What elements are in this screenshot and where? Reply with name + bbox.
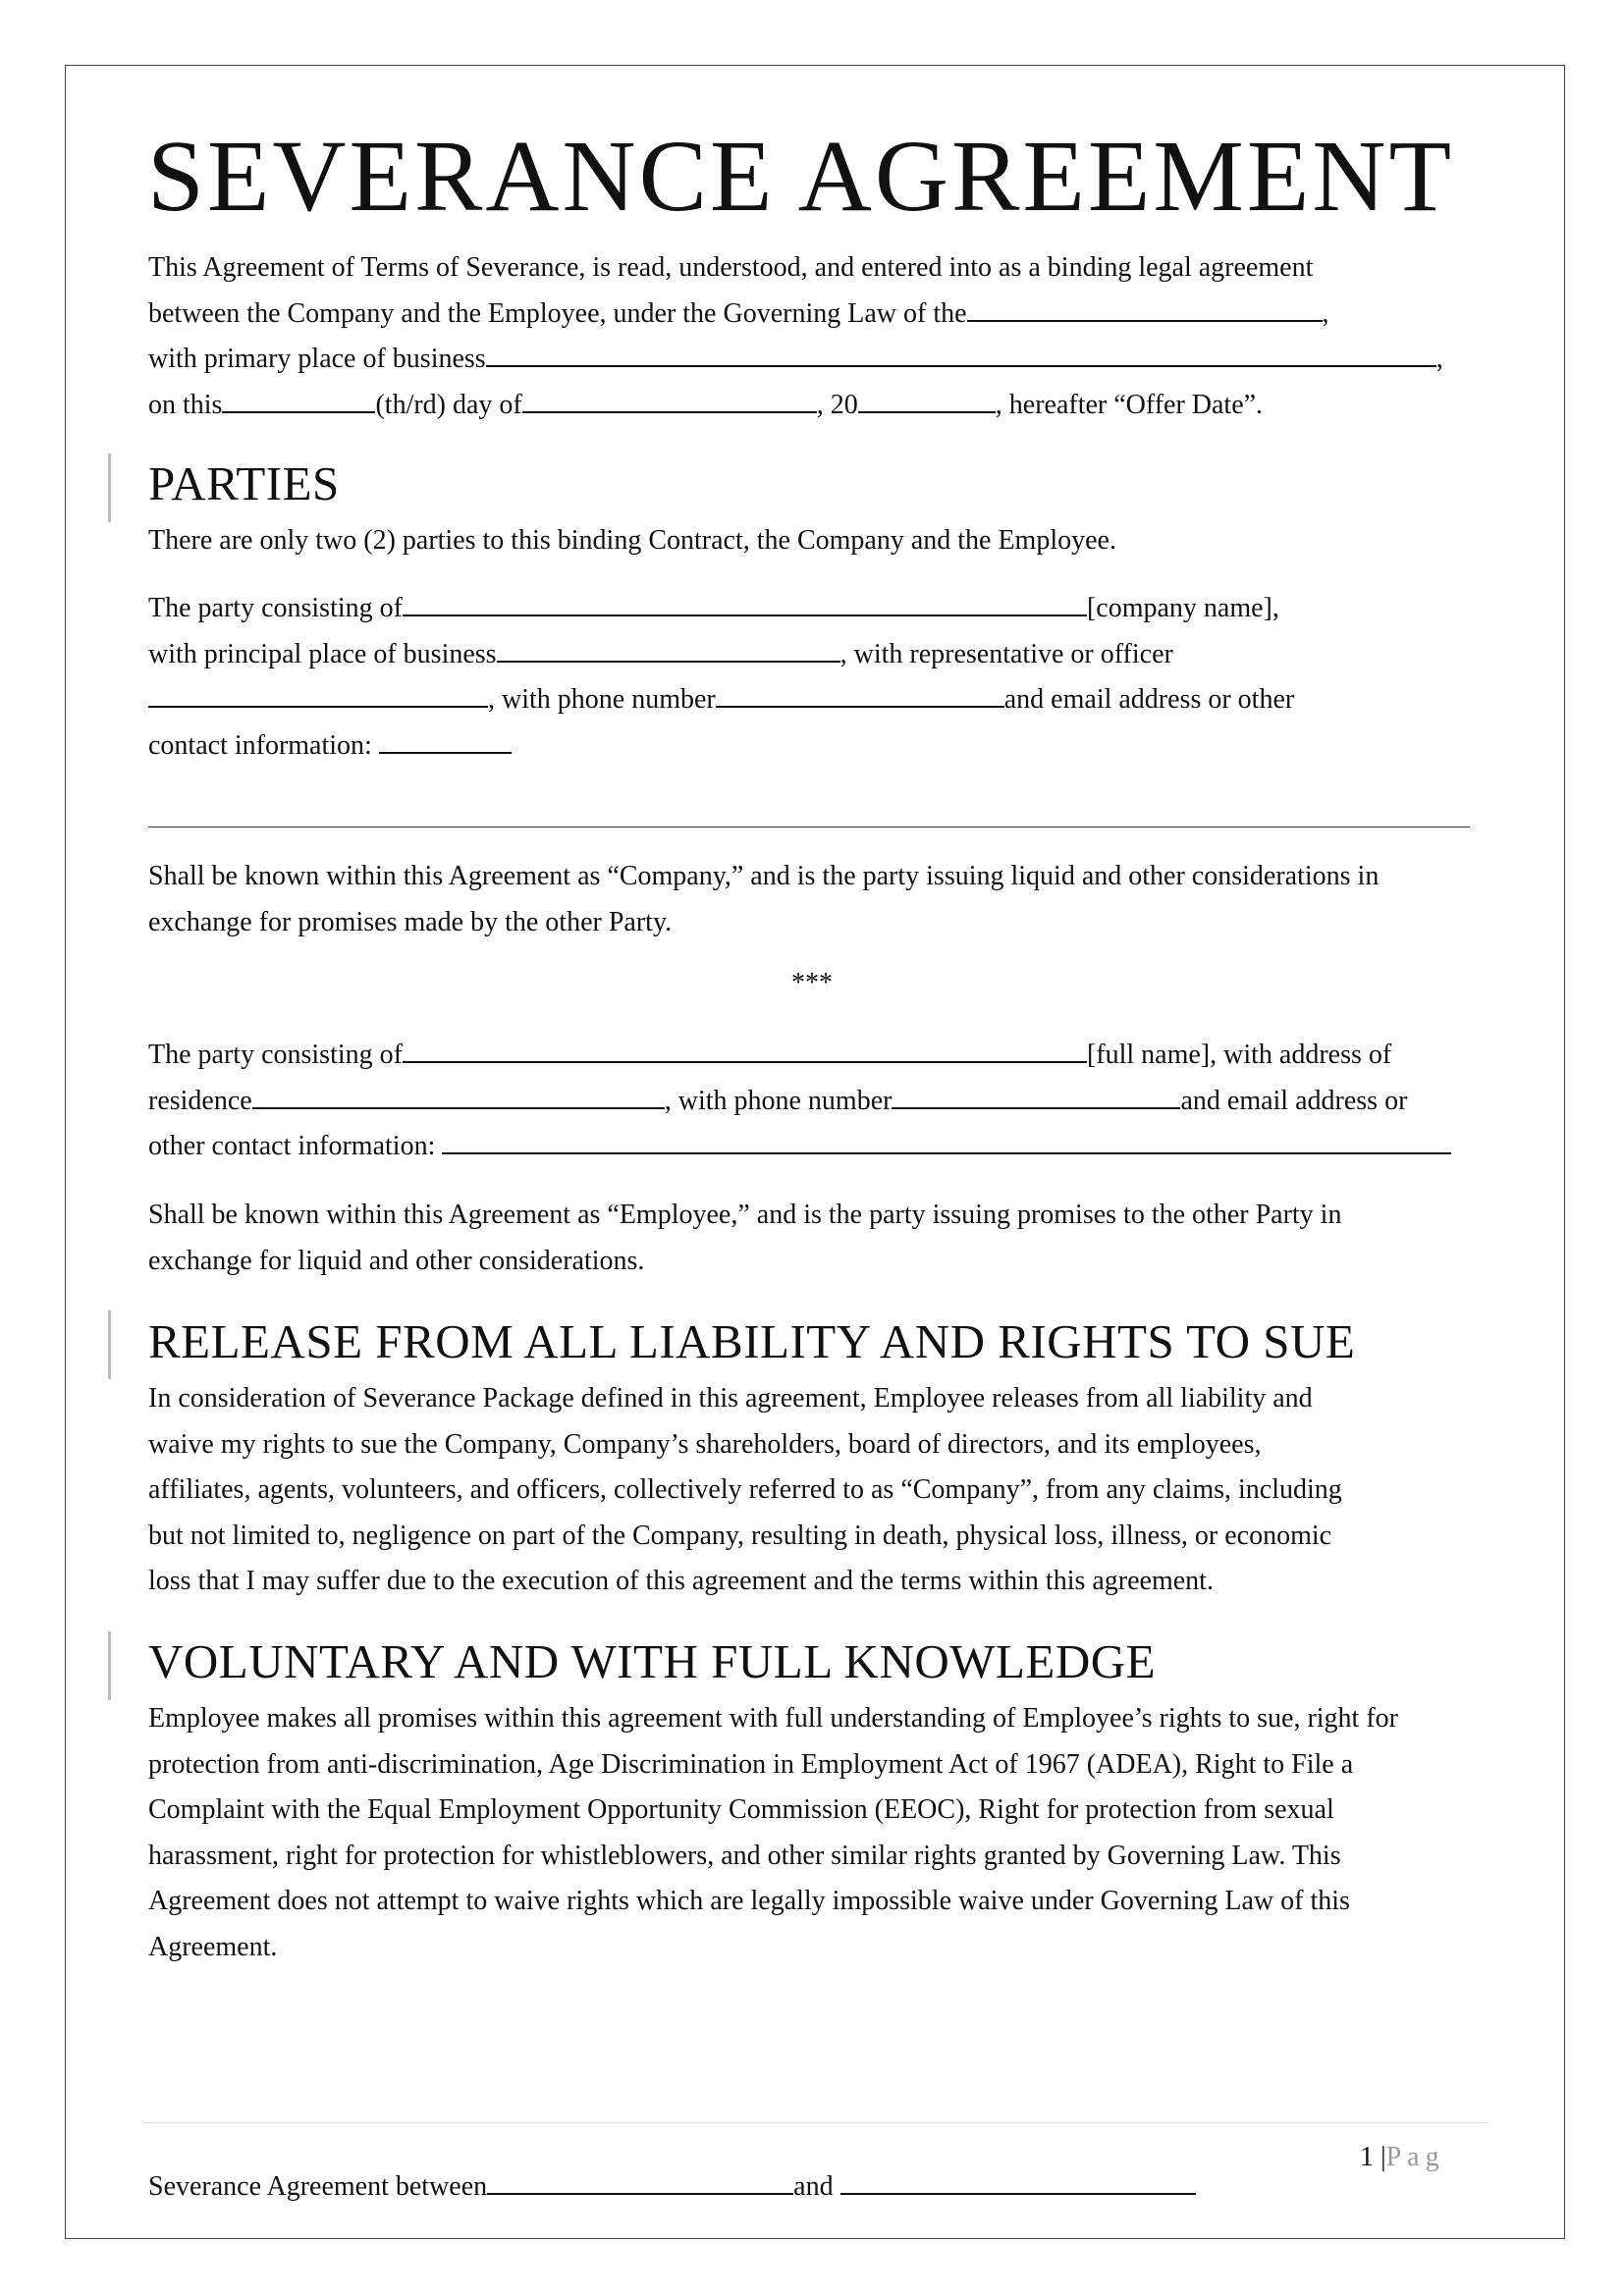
- document-title: SEVERANCE AGREEMENT: [147, 120, 1454, 233]
- employee-residence-blank[interactable]: [252, 1106, 665, 1109]
- company-party-label: The party consisting of: [148, 593, 403, 623]
- employee-party-label: The party consisting of: [148, 1040, 403, 1070]
- business-place-blank[interactable]: [486, 364, 1436, 367]
- footer-company-blank[interactable]: [487, 2192, 793, 2195]
- day-blank[interactable]: [222, 410, 375, 413]
- footer-and-label: and: [793, 2171, 840, 2202]
- intro-day-of: (th/rd) day of: [375, 389, 522, 420]
- company-representative-label: , with representative or officer: [839, 638, 1173, 669]
- voluntary-line: Agreement.: [148, 1931, 278, 1962]
- employee-contact-label: other contact information:: [148, 1131, 443, 1161]
- section-marker: [108, 1631, 111, 1700]
- year-blank[interactable]: [858, 410, 996, 413]
- employee-definition-line-2: exchange for liquid and other considerations.: [148, 1245, 645, 1276]
- release-paragraph: [148, 1376, 1523, 1605]
- employee-line-3: [148, 1124, 1523, 1170]
- month-blank[interactable]: [522, 410, 817, 413]
- footer-between-label: Severance Agreement between: [148, 2171, 488, 2202]
- company-email-label: and email address or other: [1003, 684, 1295, 715]
- employee-contact-blank[interactable]: [442, 1151, 1451, 1154]
- voluntary-paragraph: [148, 1696, 1523, 1970]
- intro-paragraph: [148, 245, 1523, 428]
- intro-line-1: This Agreement of Terms of Severance, is read, understood, and entered into as a binding legal agreement: [148, 252, 1314, 283]
- release-line: In consideration of Severance Package defined in this agreement, Employee releases from all liability and: [148, 1383, 1313, 1414]
- release-line: but not limited to, negligence on part of the Company, resulting in death, physical loss, illness, or economic: [148, 1520, 1332, 1551]
- employee-residence-label: residence: [148, 1085, 252, 1116]
- employee-line-2: [148, 1079, 1523, 1125]
- employee-name-blank[interactable]: [403, 1060, 1087, 1063]
- company-line-1: [148, 586, 1523, 632]
- page-label: Pag: [1385, 2142, 1445, 2172]
- voluntary-line: protection from anti-discrimination, Age Discrimination in Employment Act of 1967 (ADEA), Right to File a: [148, 1748, 1354, 1780]
- company-phone-blank[interactable]: [716, 705, 1004, 708]
- company-line-2: [148, 632, 1523, 678]
- release-line: loss that I may suffer due to the execution of this agreement and the terms within this agreement.: [148, 1566, 1214, 1596]
- company-party-block: [148, 586, 1523, 769]
- company-definition-line-2: exchange for promises made by the other Party.: [148, 906, 673, 937]
- voluntary-line: harassment, right for protection for whistleblowers, and other similar rights granted by Governing Law. This: [148, 1840, 1341, 1871]
- release-line: waive my rights to sue the Company, Company’s shareholders, board of directors, and its employees,: [148, 1428, 1262, 1460]
- intro-on-this: on this: [148, 389, 223, 420]
- company-contact-blank[interactable]: [379, 751, 512, 754]
- voluntary-heading: VOLUNTARY AND WITH FULL KNOWLEDGE: [148, 1634, 1157, 1688]
- voluntary-line: Agreement does not attempt to waive rights which are legally impossible waive under Governing Law of this: [148, 1886, 1350, 1916]
- company-phone-label: , with phone number: [488, 684, 716, 715]
- section-marker: [108, 454, 111, 522]
- company-contact-rule[interactable]: [148, 827, 1470, 828]
- section-separator: ***: [791, 968, 833, 998]
- page-number: [1360, 2142, 1445, 2173]
- parties-intro: There are only two (2) parties to this binding Contract, the Company and the Employee.: [148, 525, 1116, 556]
- footer-employee-blank[interactable]: [840, 2192, 1196, 2195]
- footer-divider: [143, 2122, 1489, 2123]
- company-representative-blank[interactable]: [148, 705, 488, 708]
- employee-name-hint: [full name], with address of: [1086, 1040, 1392, 1070]
- employee-line-1: [148, 1033, 1523, 1079]
- company-name-blank[interactable]: [403, 614, 1087, 616]
- company-definition: [148, 854, 1523, 945]
- section-marker: [108, 1310, 111, 1379]
- employee-phone-blank[interactable]: [892, 1106, 1180, 1109]
- intro-line-3-text: with primary place of business: [148, 344, 486, 374]
- footer-between-line: [148, 2171, 1196, 2203]
- intro-line-2: [148, 292, 1523, 338]
- employee-email-label: and email address or: [1180, 1085, 1408, 1116]
- intro-line-2-text: between the Company and the Employee, under the Governing Law of the: [148, 297, 967, 329]
- company-business-blank[interactable]: [497, 660, 840, 663]
- intro-offer-date: , hereafter “Offer Date”.: [995, 389, 1264, 420]
- employee-definition-line-1: Shall be known within this Agreement as “Employee,” and is the party issuing promises to the other Party in: [148, 1200, 1342, 1230]
- company-definition-line-1: Shall be known within this Agreement as “Company,” and is the party issuing liquid and other considerations in: [148, 861, 1380, 891]
- intro-line-4: [148, 383, 1523, 429]
- company-line-3: [148, 677, 1523, 723]
- employee-party-block: [148, 1033, 1523, 1170]
- intro-year-prefix: , 20: [816, 389, 858, 420]
- intro-line-2-comma: ,: [1322, 297, 1329, 329]
- page-number-separator: |: [1380, 2142, 1386, 2172]
- parties-heading: PARTIES: [148, 456, 340, 510]
- page-number-value: 1: [1360, 2142, 1374, 2172]
- company-line-4: [148, 723, 1523, 770]
- release-heading: RELEASE FROM ALL LIABILITY AND RIGHTS TO SUE: [148, 1314, 1356, 1368]
- company-business-label: with principal place of business: [148, 638, 497, 669]
- voluntary-line: Employee makes all promises within this agreement with full understanding of Employee’s rights to sue, right for: [148, 1703, 1398, 1734]
- intro-line-3: [148, 337, 1523, 383]
- employee-definition: [148, 1193, 1523, 1284]
- company-contact-label: contact information:: [148, 729, 379, 761]
- release-line: affiliates, agents, volunteers, and officers, collectively referred to as “Company”, from any claims, including: [148, 1474, 1342, 1505]
- governing-law-blank[interactable]: [967, 319, 1323, 322]
- employee-phone-label: , with phone number: [664, 1085, 893, 1116]
- company-name-hint: [company name],: [1086, 593, 1279, 623]
- intro-line-3-comma: ,: [1435, 344, 1443, 374]
- voluntary-line: Complaint with the Equal Employment Opportunity Commission (EEOC), Right for protection from sexual: [148, 1794, 1334, 1825]
